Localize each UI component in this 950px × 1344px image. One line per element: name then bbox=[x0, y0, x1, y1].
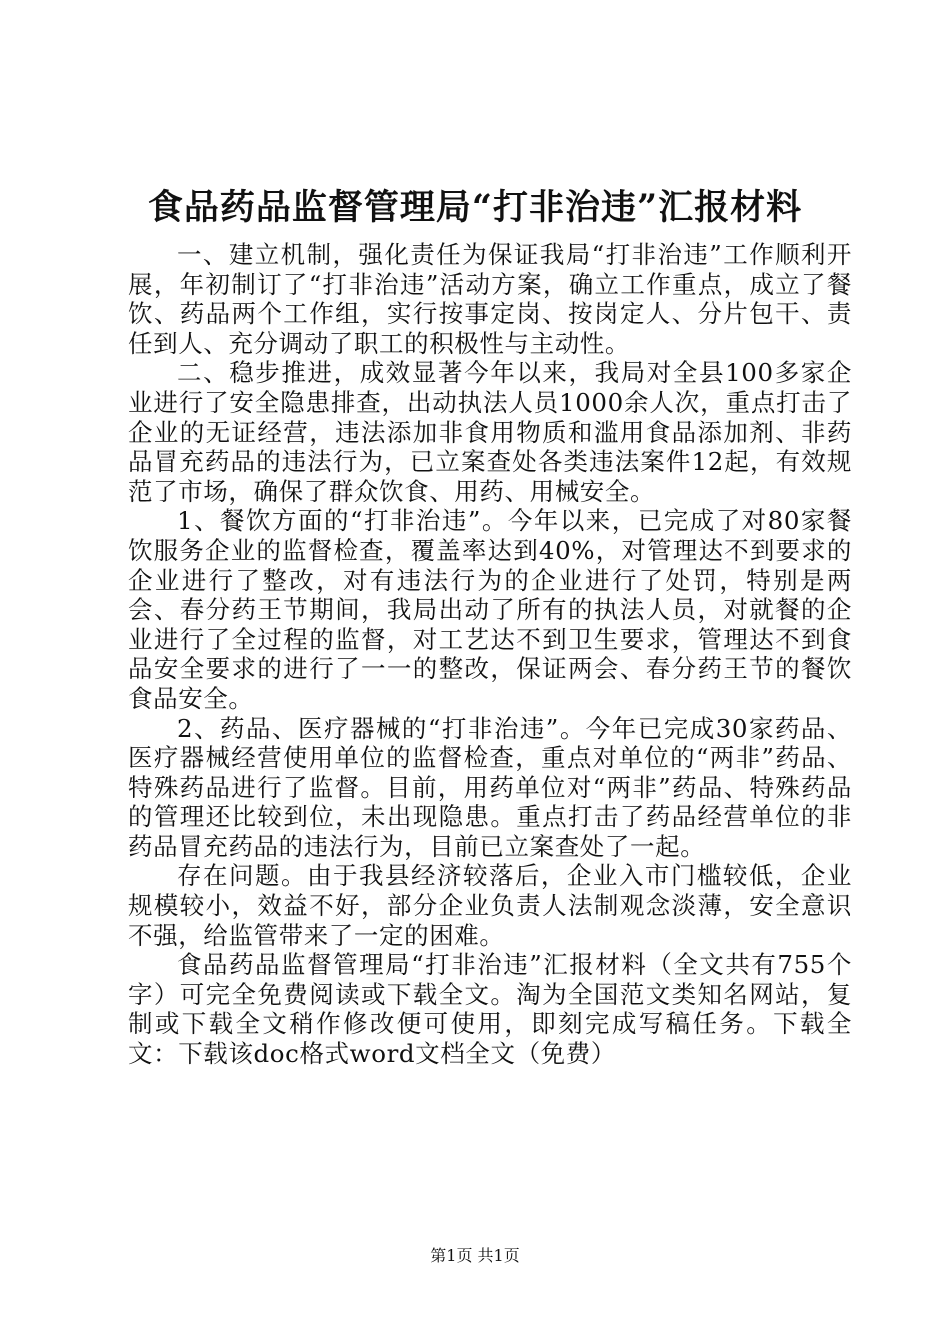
document-title: 食品药品监督管理局“打非治违”汇报材料 bbox=[147, 187, 803, 228]
document-body bbox=[128, 240, 852, 1069]
paragraph-medicine: 2、药品、医疗器械的“打非治违”。今年已完成30家药品、医疗器械经营使用单位的监督检查，重点对单位的“两非”药品、特殊药品进行了监督。目前，用药单位对“两非”药品、特殊药品的管理还比较到位，未出现隐患。重点打击了药品经营单位的非药品冒充药品的违法行为，目前已立案查处了一起。 bbox=[128, 713, 852, 861]
paragraph-mechanism: 一、建立机制，强化责任为保证我局“打非治违”工作顺利开展，年初制订了“打非治违”活动方案，确立工作重点，成立了餐饮、药品两个工作组，实行按事定岗、按岗定人、分片包干、责任到人、充分调动了职工的积极性与主动性。 bbox=[128, 240, 852, 358]
paragraph-progress: 二、稳步推进，成效显著今年以来，我局对全县100多家企业进行了安全隐患排查，出动执法人员1000余人次，重点打击了企业的无证经营，违法添加非食用物质和滥用食品添加剂、非药品冒充药品的违法行为，已立案查处各类违法案件12起，有效规范了市场，确保了群众饮食、用药、用械安全。 bbox=[128, 358, 852, 506]
paragraph-catering: 1、餐饮方面的“打非治违”。今年以来，已完成了对80家餐饮服务企业的监督检查，覆盖率达到40%，对管理达不到要求的企业进行了整改，对有违法行为的企业进行了处罚，特别是两会、春分药王节期间，我局出动了所有的执法人员，对就餐的企业进行了全过程的监督，对工艺达不到卫生要求，管理达不到食品安全要求的进行了一一的整改，保证两会、春分药王节的餐饮食品安全。 bbox=[128, 506, 852, 713]
paragraph-download-note: 食品药品监督管理局“打非治违”汇报材料（全文共有755个字）可完全免费阅读或下载全文。淘为全国范文类知名网站，复制或下载全文稍作修改便可使用，即刻完成写稿任务。下载全文：下载该doc格式word文档全文（免费） bbox=[128, 950, 852, 1069]
page-number: 第1页 共1页 bbox=[430, 1246, 520, 1265]
paragraph-problems: 存在问题。由于我县经济较落后，企业入市门槛较低，企业规模较小，效益不好，部分企业负责人法制观念淡薄，安全意识不强，给监管带来了一定的困难。 bbox=[128, 861, 852, 950]
